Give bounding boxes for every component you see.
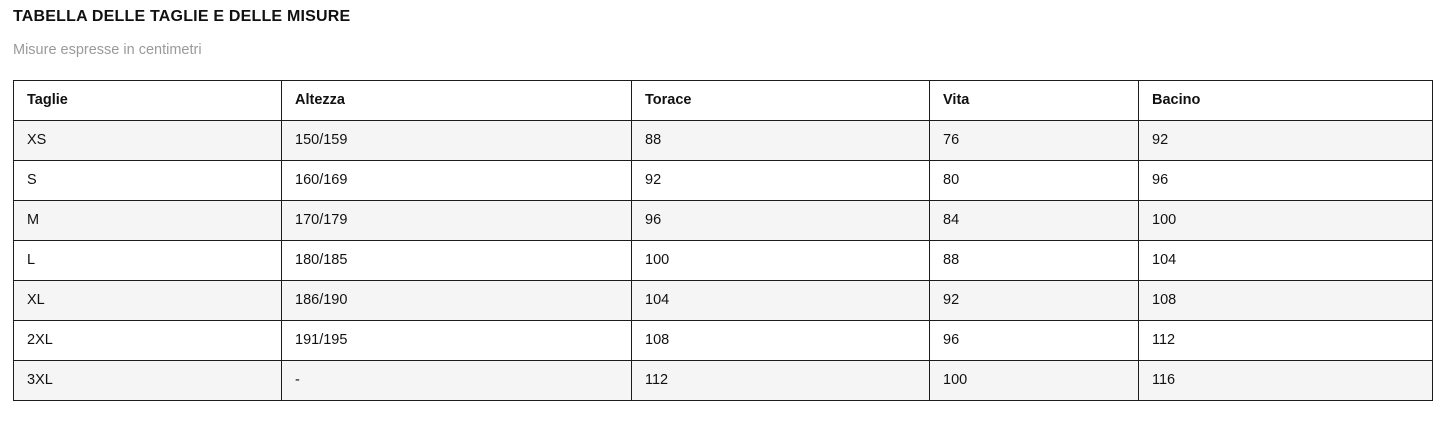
table-row [14,161,1433,201]
table-row [14,361,1433,401]
cell-bacino: 116 [1139,361,1433,401]
cell-bacino: 112 [1139,321,1433,361]
cell-bacino: 108 [1139,281,1433,321]
table-row [14,201,1433,241]
cell-size: XS [14,121,282,161]
cell-vita: 100 [930,361,1139,401]
table-row [14,281,1433,321]
cell-torace: 112 [632,361,930,401]
cell-altezza: 150/159 [282,121,632,161]
table-row [14,241,1433,281]
column-header-altezza: Altezza [282,81,632,121]
column-header-bacino: Bacino [1139,81,1433,121]
cell-altezza: 186/190 [282,281,632,321]
cell-vita: 88 [930,241,1139,281]
cell-altezza: 160/169 [282,161,632,201]
table-row [14,121,1433,161]
page-subtitle: Misure espresse in centimetri [13,42,202,58]
cell-altezza: 191/195 [282,321,632,361]
cell-torace: 88 [632,121,930,161]
table-header-row [14,81,1433,121]
column-header-torace: Torace [632,81,930,121]
column-header-vita: Vita [930,81,1139,121]
cell-size: L [14,241,282,281]
cell-bacino: 92 [1139,121,1433,161]
cell-size: 3XL [14,361,282,401]
page-title: TABELLA DELLE TAGLIE E DELLE MISURE [13,8,351,25]
size-measurements-table [13,80,1433,401]
table-header [14,81,1433,121]
cell-bacino: 96 [1139,161,1433,201]
cell-size: S [14,161,282,201]
cell-torace: 100 [632,241,930,281]
cell-size: M [14,201,282,241]
cell-vita: 84 [930,201,1139,241]
cell-bacino: 104 [1139,241,1433,281]
cell-bacino: 100 [1139,201,1433,241]
cell-vita: 96 [930,321,1139,361]
cell-size: XL [14,281,282,321]
cell-vita: 80 [930,161,1139,201]
cell-size: 2XL [14,321,282,361]
cell-vita: 76 [930,121,1139,161]
size-table-container [13,80,1432,401]
cell-vita: 92 [930,281,1139,321]
cell-altezza: 180/185 [282,241,632,281]
cell-torace: 92 [632,161,930,201]
cell-altezza: - [282,361,632,401]
cell-torace: 104 [632,281,930,321]
table-body [14,121,1433,401]
cell-altezza: 170/179 [282,201,632,241]
table-row [14,321,1433,361]
column-header-taglie: Taglie [14,81,282,121]
cell-torace: 96 [632,201,930,241]
cell-torace: 108 [632,321,930,361]
